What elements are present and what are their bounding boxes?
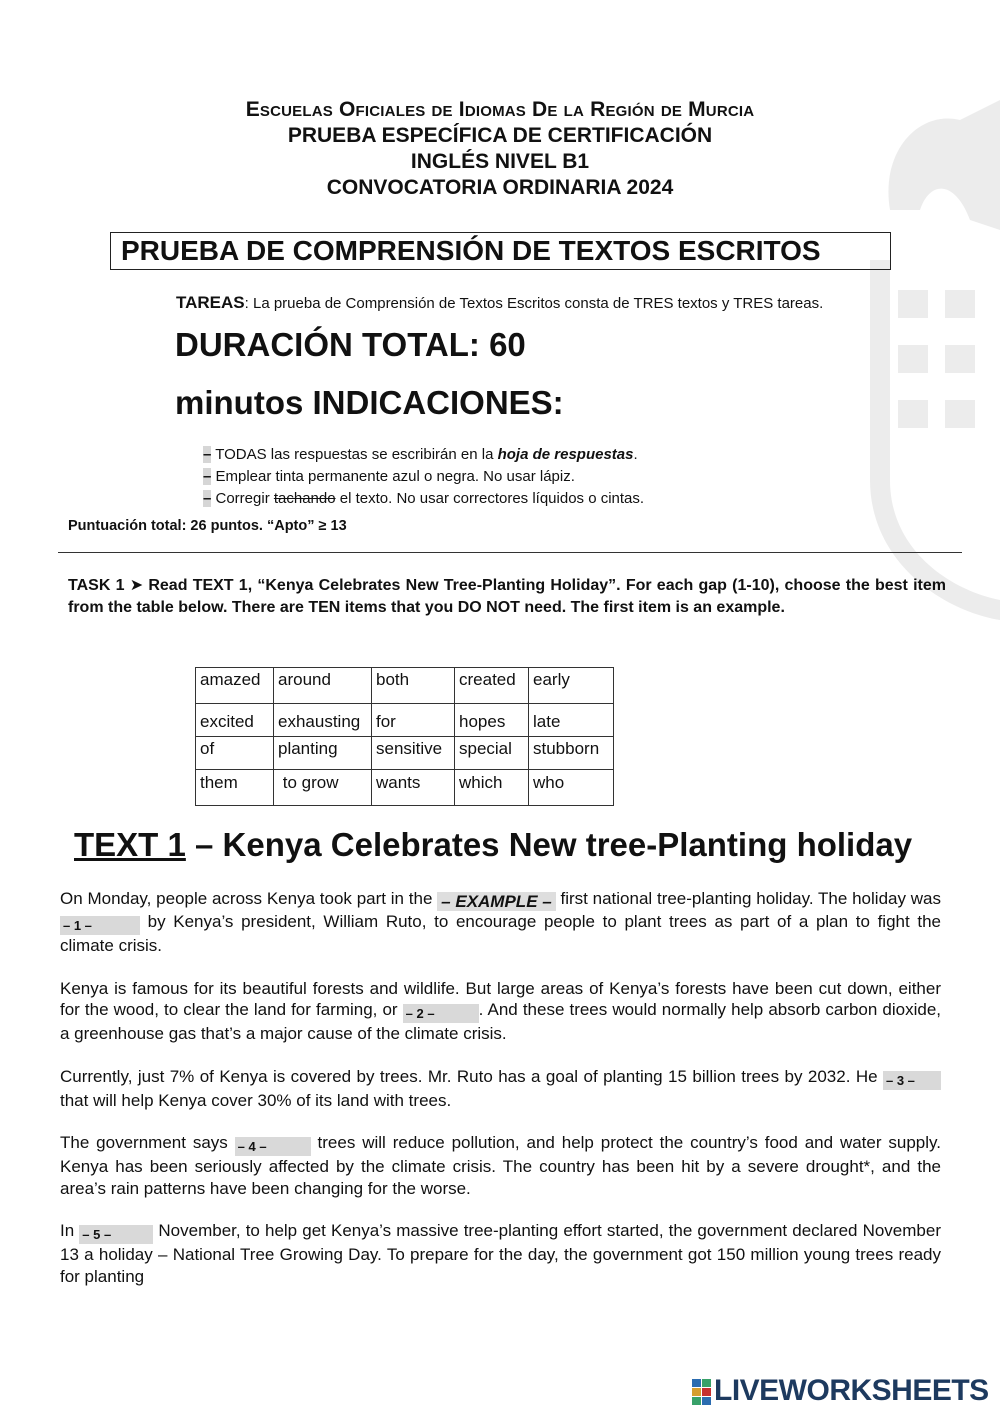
word-cell: early <box>529 668 614 704</box>
table-row <box>196 737 614 770</box>
gap-5-input[interactable]: – 5 – <box>79 1225 153 1244</box>
word-cell: to grow <box>274 770 372 806</box>
task-instructions: TASK 1 ➤ Read TEXT 1, “Kenya Celebrates New Tree-Planting Holiday”. For each gap (1-10), choose the best item from the table below. There are TEN items that you DO NOT need. The first item is an example. <box>68 577 946 616</box>
tareas-text: : La prueba de Comprensión de Textos Escritos consta de TRES textos y TRES tareas. <box>244 295 824 312</box>
exam-name: PRUEBA ESPECÍFICA DE CERTIFICACIÓN <box>287 124 713 147</box>
liveworksheets-logo-icon <box>692 1377 712 1405</box>
paragraph-text: The government says <box>60 1133 235 1152</box>
gap-3-input[interactable]: – 3 – <box>883 1071 941 1090</box>
word-cell: which <box>455 770 529 806</box>
organization-name: Escuelas Oficiales de Idiomas De la Región de Murcia <box>245 98 755 121</box>
word-cell: them <box>196 770 274 806</box>
section-title: PRUEBA DE COMPRENSIÓN DE TEXTOS ESCRITOS <box>110 232 891 270</box>
word-cell: exhausting <box>274 704 372 737</box>
word-cell: excited <box>196 704 274 737</box>
word-cell: stubborn <box>529 737 614 770</box>
word-cell: special <box>455 737 529 770</box>
example-gap: – EXAMPLE – <box>437 892 556 911</box>
exam-level: INGLÉS NIVEL B1 <box>410 150 590 173</box>
table-row <box>196 668 614 704</box>
paragraph-text: that will help Kenya cover 30% of its land with trees. <box>60 1090 452 1110</box>
word-cell: of <box>196 737 274 770</box>
bullet-dash: – <box>203 446 212 463</box>
instruction-text: Emplear tinta permanente azul o negra. No usar lápiz. <box>211 468 575 485</box>
word-cell: wants <box>372 770 455 806</box>
word-cell: both <box>372 668 455 704</box>
paragraph <box>60 1220 941 1287</box>
word-cell: planting <box>274 737 372 770</box>
instructions-list <box>203 444 644 510</box>
bullet-dash: – <box>203 490 212 507</box>
paragraph-text: trees will reduce pollution, and help protect the country’s food and water supply. Kenya has been seriously affected by the climate crisis. The country has been hit by a severe drought*, and the area’s rain patterns have been changing for the worse. <box>60 1133 941 1198</box>
duration-line-1: DURACIÓN TOTAL: 60 <box>175 326 526 363</box>
liveworksheets-logo <box>692 1374 989 1408</box>
table-row <box>196 770 614 806</box>
instruction-text: el texto. No usar correctores líquidos o cintas. <box>335 490 645 507</box>
paragraph-text: first national tree-planting holiday. The holiday was <box>555 889 941 908</box>
instruction-text: Corregir <box>211 490 274 507</box>
text-title-rest: – Kenya Celebrates New tree-Planting holiday <box>185 826 913 863</box>
gap-2-input[interactable]: – 2 – <box>403 1004 479 1023</box>
word-cell: around <box>274 668 372 704</box>
paragraph-text: Kenya is famous for its beautiful forests and wildlife. But large areas of Kenya’s forests have been cut down, either for the wood, to clear the land for farming, or <box>60 978 941 1019</box>
paragraph-text: Currently, just 7% of Kenya is covered by trees. Mr. Ruto has a goal of planting 15 billion trees by 2032. He <box>60 1066 883 1086</box>
text-title <box>74 826 912 864</box>
paragraph-text: by Kenya’s president, William Ruto, to encourage people to plant trees as part of a plan to fight the climate crisis. <box>60 912 941 955</box>
duration-line-2: minutos INDICACIONES: <box>175 384 564 421</box>
word-cell: sensitive <box>372 737 455 770</box>
word-cell: amazed <box>196 668 274 704</box>
paragraph <box>60 1066 941 1112</box>
paragraph-text: On Monday, people across Kenya took part in the <box>60 889 438 908</box>
bullet-dash: – <box>203 468 212 485</box>
logo-text: LIVEWORKSHEETS <box>714 1374 989 1407</box>
answer-sheet-emphasis: hoja de respuestas <box>497 446 634 463</box>
paragraph-text: . And these trees would normally help absorb carbon dioxide, a greenhouse gas that’s a major cause of the climate crisis. <box>60 1000 942 1043</box>
text-title-label: TEXT 1 <box>74 826 186 863</box>
reading-text <box>60 888 941 1308</box>
gap-1-input[interactable]: – 1 – <box>60 916 140 935</box>
table-row <box>196 704 614 737</box>
gap-4-input[interactable]: – 4 – <box>235 1137 311 1156</box>
word-cell: hopes <box>455 704 529 737</box>
paragraph <box>60 978 941 1045</box>
word-bank-table <box>195 667 614 806</box>
paragraph-text: In <box>60 1221 80 1240</box>
word-cell: for <box>372 704 455 737</box>
strikethrough-word: tachando <box>273 490 336 507</box>
paragraph <box>60 888 941 957</box>
word-cell: late <box>529 704 614 737</box>
instruction-text: . <box>633 446 638 463</box>
instruction-item <box>203 466 644 488</box>
divider <box>58 552 962 553</box>
exam-session: CONVOCATORIA ORDINARIA 2024 <box>326 176 674 199</box>
paragraph-text: November, to help get Kenya’s massive tree-planting effort started, the government declared November 13 a holiday – National Tree Growing Day. To prepare for the day, the government got 150 million young trees ready for planting <box>60 1221 941 1286</box>
word-cell: created <box>455 668 529 704</box>
tareas-label: TAREAS <box>176 293 245 312</box>
total-score: Puntuación total: 26 puntos. “Apto” ≥ 13 <box>68 518 347 534</box>
instruction-text: TODAS las respuestas se escribirán en la <box>211 446 498 463</box>
paragraph <box>60 1132 941 1199</box>
exam-header <box>0 97 1000 201</box>
instruction-item <box>203 488 644 510</box>
word-cell: who <box>529 770 614 806</box>
instruction-item <box>203 444 644 466</box>
tareas-line <box>176 293 823 313</box>
